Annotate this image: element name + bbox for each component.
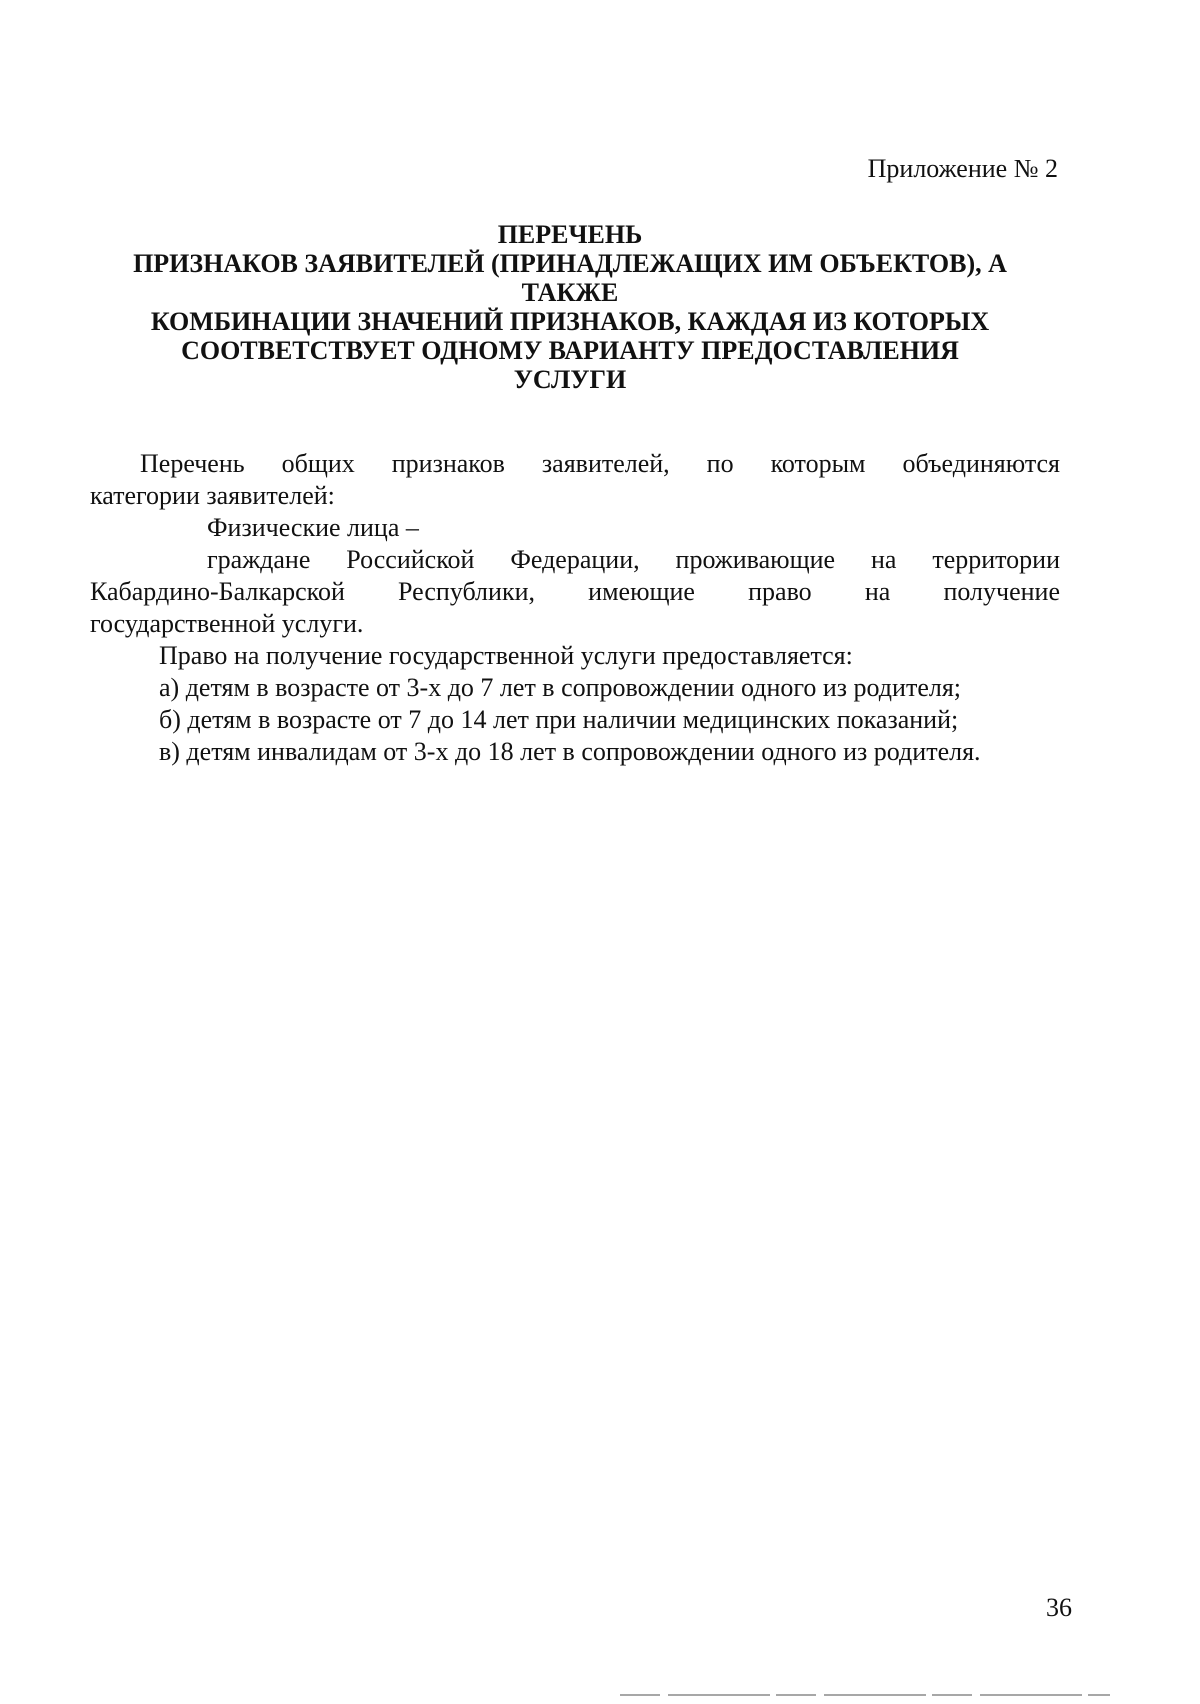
list-item: б) детям в возрасте от 7 до 14 лет при наличии медицинских показаний; (159, 705, 959, 734)
list-item: а) детям в возрасте от 3-х до 7 лет в сопровождении одного из родителя; (159, 673, 962, 702)
list-item: в) детям инвалидам от 3-х до 18 лет в сопровождении одного из родителя. (159, 737, 981, 766)
citizens-line-3: государственной услуги. (90, 609, 364, 638)
citizens-line-1: граждане Российской Федерации, проживающие на территории (207, 545, 1060, 574)
intro-line-2: категории заявителей: (90, 481, 335, 510)
title-line-2: ПРИЗНАКОВ ЗАЯВИТЕЛЕЙ (ПРИНАДЛЕЖАЩИХ ИМ ОБЪЕКТОВ), А (133, 249, 1007, 278)
right-intro: Право на получение государственной услуги предоставляется: (159, 641, 853, 670)
intro-line-1: Перечень общих признаков заявителей, по которым объединяются (140, 449, 1060, 478)
title-line-5: СООТВЕТСТВУЕТ ОДНОМУ ВАРИАНТУ ПРЕДОСТАВЛЕНИЯ (181, 336, 959, 365)
appendix-label: Приложение № 2 (867, 154, 1058, 183)
scan-edge-line (620, 1694, 1110, 1696)
title-line-1: ПЕРЕЧЕНЬ (497, 220, 643, 249)
citizens-line-2: Кабардино-Балкарской Республики, имеющие право на получение (90, 577, 1060, 606)
title-line-3: ТАКЖЕ (521, 278, 619, 307)
category-label: Физические лица – (207, 513, 419, 542)
document-title (90, 220, 1050, 394)
title-line-4: КОМБИНАЦИИ ЗНАЧЕНИЙ ПРИЗНАКОВ, КАЖДАЯ ИЗ КОТОРЫХ (150, 307, 990, 336)
title-line-6: УСЛУГИ (513, 365, 627, 394)
document-body (90, 448, 1060, 768)
page-number: 36 (1046, 1593, 1072, 1622)
